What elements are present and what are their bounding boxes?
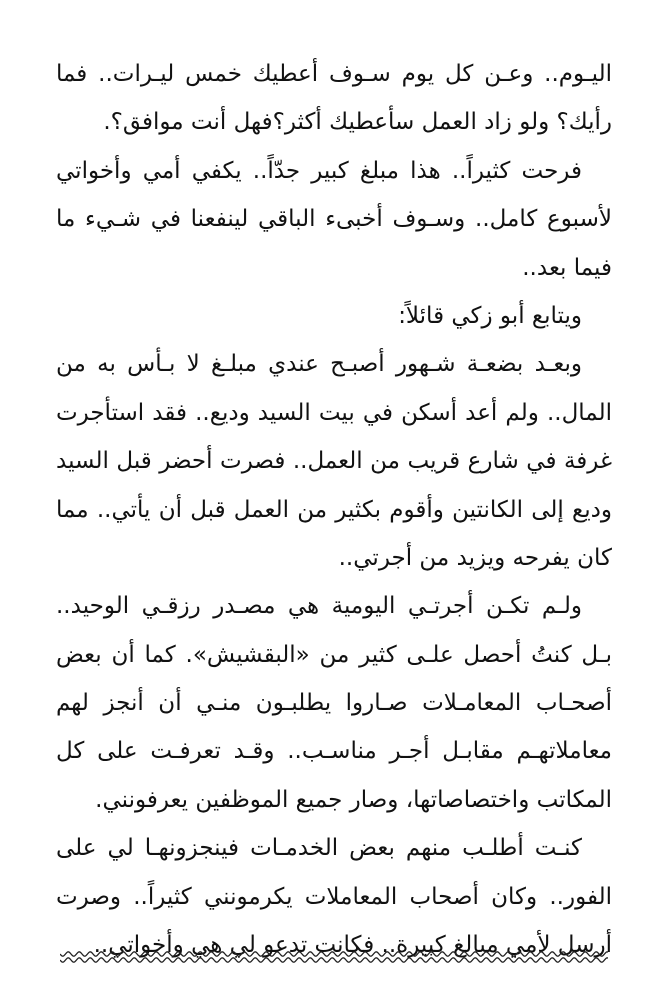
text-line: أصحـاب المعامـلات صـاروا يطلبـون منـي أن أنجز لهم (56, 690, 612, 717)
text-line: وديع إلى الكانتين وأقوم بكثير من العمل قبل أن يأتي.. مما (56, 496, 612, 523)
paragraph (56, 340, 612, 582)
text-line: كان يفرحه ويزيد من أجرتي.. (338, 544, 612, 571)
text-line: كنـت أطلـب منهم بعض الخدمـات فينجزونهـا لي على (56, 835, 582, 862)
text-line: اليـوم.. وعـن كل يوم سـوف أعطيك خمس ليـرات.. فما (56, 61, 612, 87)
text-line: ولـم تكـن أجرتـي اليومية هي مصـدر رزقـي الوحيد.. (56, 593, 582, 620)
paragraph (56, 582, 612, 824)
paragraph (56, 292, 612, 340)
wavy-divider (60, 946, 608, 970)
book-page (56, 50, 612, 969)
text-line: ويتابع أبو زكي قائلاً: (398, 302, 582, 329)
paragraph (56, 50, 612, 147)
text-line: فيما بعد.. (522, 254, 612, 281)
text-line: معاملاتهـم مقابـل أجـر مناسـب.. وقـد تعرفـت على كل (56, 738, 612, 765)
text-line: المال.. ولم أعد أسكن في بيت السيد وديع.. فقد استأجرت (56, 399, 612, 426)
paragraph (56, 147, 612, 292)
text-line: رأيك؟ ولو زاد العمل سأعطيك أكثر؟فهل أنت موافق؟. (103, 109, 612, 136)
text-line: فرحت كثيراً.. هذا مبلغ كبير جدّاً.. يكفي أمي وأخواتي (56, 157, 582, 184)
text-line: وبعـد بضعـة شـهور أصبـح عندي مبلـغ لا بـأس به من (56, 351, 582, 378)
text-line: أرسل لأمي مبالغ كبيرة.. فكانت تدعو لي هي وأخواتي.. (93, 932, 612, 959)
text-line: بـل كنتُ أحصل علـى كثير من «البقشيش». كما أن بعض (56, 641, 612, 668)
text-line: المكاتب واختصاصاتها، وصار جميع الموظفين يعرفونني. (95, 786, 612, 813)
text-line: غرفة في شارع قريب من العمل.. فصرت أحضر قبل السيد (56, 448, 612, 475)
text-line: الفور.. وكان أصحاب المعاملات يكرمونني كثيراً.. وصرت (56, 883, 612, 910)
text-line: لأسبوع كامل.. وسـوف أخبىء الباقي لينفعنا في شـيء ما (56, 206, 612, 233)
